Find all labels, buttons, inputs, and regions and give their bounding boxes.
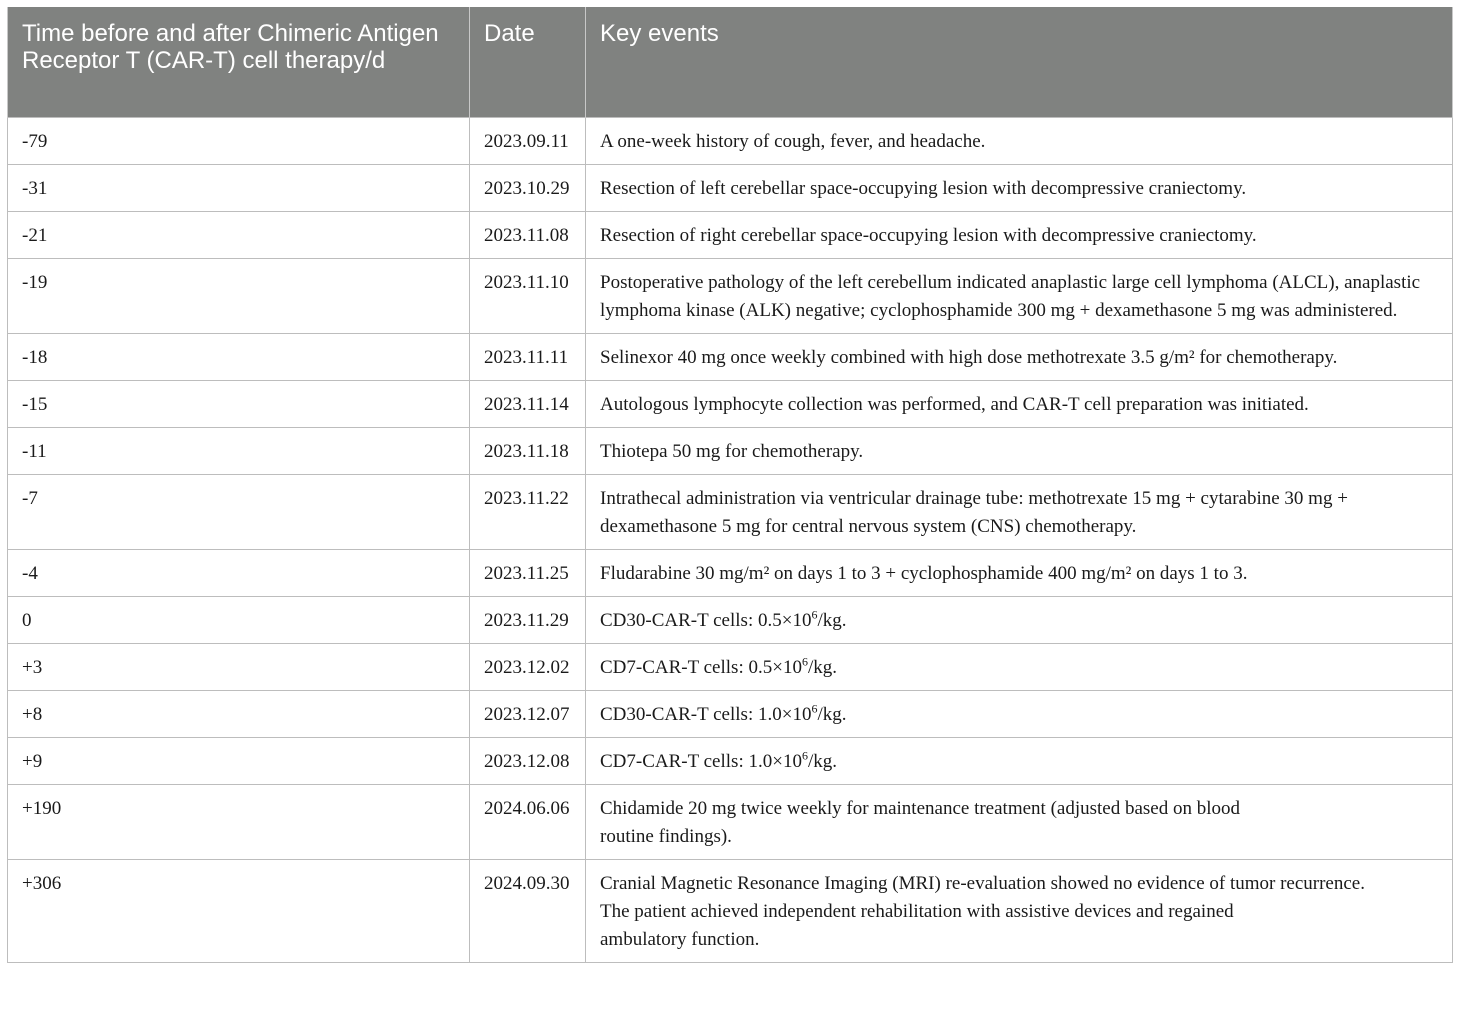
header-time: Time before and after Chimeric Antigen Receptor T (CAR-T) cell therapy/d [8, 7, 470, 118]
cell-event [586, 785, 1453, 860]
cell-date: 2023.11.08 [470, 212, 586, 259]
cell-event: A one-week history of cough, fever, and headache. [586, 118, 1453, 165]
event-exponent: 6 [801, 654, 808, 669]
cell-date: 2024.06.06 [470, 785, 586, 860]
cell-date: 2023.11.22 [470, 475, 586, 550]
cell-time: +9 [8, 738, 470, 785]
event-text-suffix: /kg. [807, 751, 837, 772]
cell-event: Thiotepa 50 mg for chemotherapy. [586, 428, 1453, 475]
table-row [8, 860, 1453, 963]
cell-time: -21 [8, 212, 470, 259]
cell-time: -19 [8, 259, 470, 334]
header-key-events: Key events [586, 7, 1453, 118]
cell-date: 2023.12.07 [470, 691, 586, 738]
cell-time: 0 [8, 597, 470, 644]
cell-time: -31 [8, 165, 470, 212]
cell-event [586, 738, 1453, 785]
event-line: ambulatory function. [600, 929, 760, 950]
cell-event [586, 597, 1453, 644]
table-row [8, 165, 1453, 212]
table-row [8, 475, 1453, 550]
cell-date: 2023.09.11 [470, 118, 586, 165]
table-row [8, 428, 1453, 475]
table-row [8, 738, 1453, 785]
cell-time: -79 [8, 118, 470, 165]
cell-time: +3 [8, 644, 470, 691]
cell-date: 2023.12.02 [470, 644, 586, 691]
cell-time: -18 [8, 334, 470, 381]
cell-event: Intrathecal administration via ventricular drainage tube: methotrexate 15 mg + cytarabine 30 mg + dexamethasone 5 mg for central nervous system (CNS) chemotherapy. [586, 475, 1453, 550]
cell-date: 2023.11.25 [470, 550, 586, 597]
cell-event: Resection of right cerebellar space-occupying lesion with decompressive craniectomy. [586, 212, 1453, 259]
event-exponent: 6 [801, 748, 808, 763]
event-line: Cranial Magnetic Resonance Imaging (MRI) re-evaluation showed no evidence of tumor recurrence. [600, 873, 1365, 894]
event-line: The patient achieved independent rehabilitation with assistive devices and regained [600, 901, 1234, 922]
cell-time: -15 [8, 381, 470, 428]
event-line: Chidamide 20 mg twice weekly for maintenance treatment (adjusted based on blood [600, 798, 1240, 819]
key-events-table-container [7, 7, 1452, 963]
table-row [8, 381, 1453, 428]
key-events-table [7, 7, 1453, 963]
table-row [8, 212, 1453, 259]
table-row [8, 785, 1453, 860]
table-header-row [8, 7, 1453, 118]
event-text: CD7-CAR-T cells: 0.5×10 [600, 657, 802, 678]
event-exponent: 6 [811, 701, 818, 716]
table-row [8, 691, 1453, 738]
header-date: Date [470, 7, 586, 118]
event-text: CD30-CAR-T cells: 1.0×10 [600, 704, 812, 725]
cell-event [586, 860, 1453, 963]
event-text: CD7-CAR-T cells: 1.0×10 [600, 751, 802, 772]
event-line: routine findings). [600, 826, 732, 847]
cell-event: Selinexor 40 mg once weekly combined with high dose methotrexate 3.5 g/m² for chemotherapy. [586, 334, 1453, 381]
cell-date: 2023.10.29 [470, 165, 586, 212]
event-text-suffix: /kg. [817, 610, 847, 631]
cell-event: Postoperative pathology of the left cerebellum indicated anaplastic large cell lymphoma (ALCL), anaplastic lymphoma kinase (ALK) negative; cyclophosphamide 300 mg + dexamethasone 5 mg was administered. [586, 259, 1453, 334]
cell-time: +8 [8, 691, 470, 738]
cell-date: 2024.09.30 [470, 860, 586, 963]
cell-event [586, 691, 1453, 738]
table-row [8, 334, 1453, 381]
cell-time: -4 [8, 550, 470, 597]
cell-time: -11 [8, 428, 470, 475]
cell-time: +190 [8, 785, 470, 860]
event-text-suffix: /kg. [817, 704, 847, 725]
table-row [8, 550, 1453, 597]
cell-event: Resection of left cerebellar space-occupying lesion with decompressive craniectomy. [586, 165, 1453, 212]
table-row [8, 597, 1453, 644]
cell-event [586, 644, 1453, 691]
cell-date: 2023.11.18 [470, 428, 586, 475]
event-text-suffix: /kg. [807, 657, 837, 678]
cell-date: 2023.11.14 [470, 381, 586, 428]
cell-time: +306 [8, 860, 470, 963]
cell-date: 2023.11.29 [470, 597, 586, 644]
cell-time: -7 [8, 475, 470, 550]
table-row [8, 259, 1453, 334]
cell-date: 2023.12.08 [470, 738, 586, 785]
table-row [8, 644, 1453, 691]
event-text: CD30-CAR-T cells: 0.5×10 [600, 610, 812, 631]
cell-event: Autologous lymphocyte collection was performed, and CAR-T cell preparation was initiated. [586, 381, 1453, 428]
cell-event: Fludarabine 30 mg/m² on days 1 to 3 + cyclophosphamide 400 mg/m² on days 1 to 3. [586, 550, 1453, 597]
cell-date: 2023.11.10 [470, 259, 586, 334]
cell-date: 2023.11.11 [470, 334, 586, 381]
table-row [8, 118, 1453, 165]
event-exponent: 6 [811, 607, 818, 622]
